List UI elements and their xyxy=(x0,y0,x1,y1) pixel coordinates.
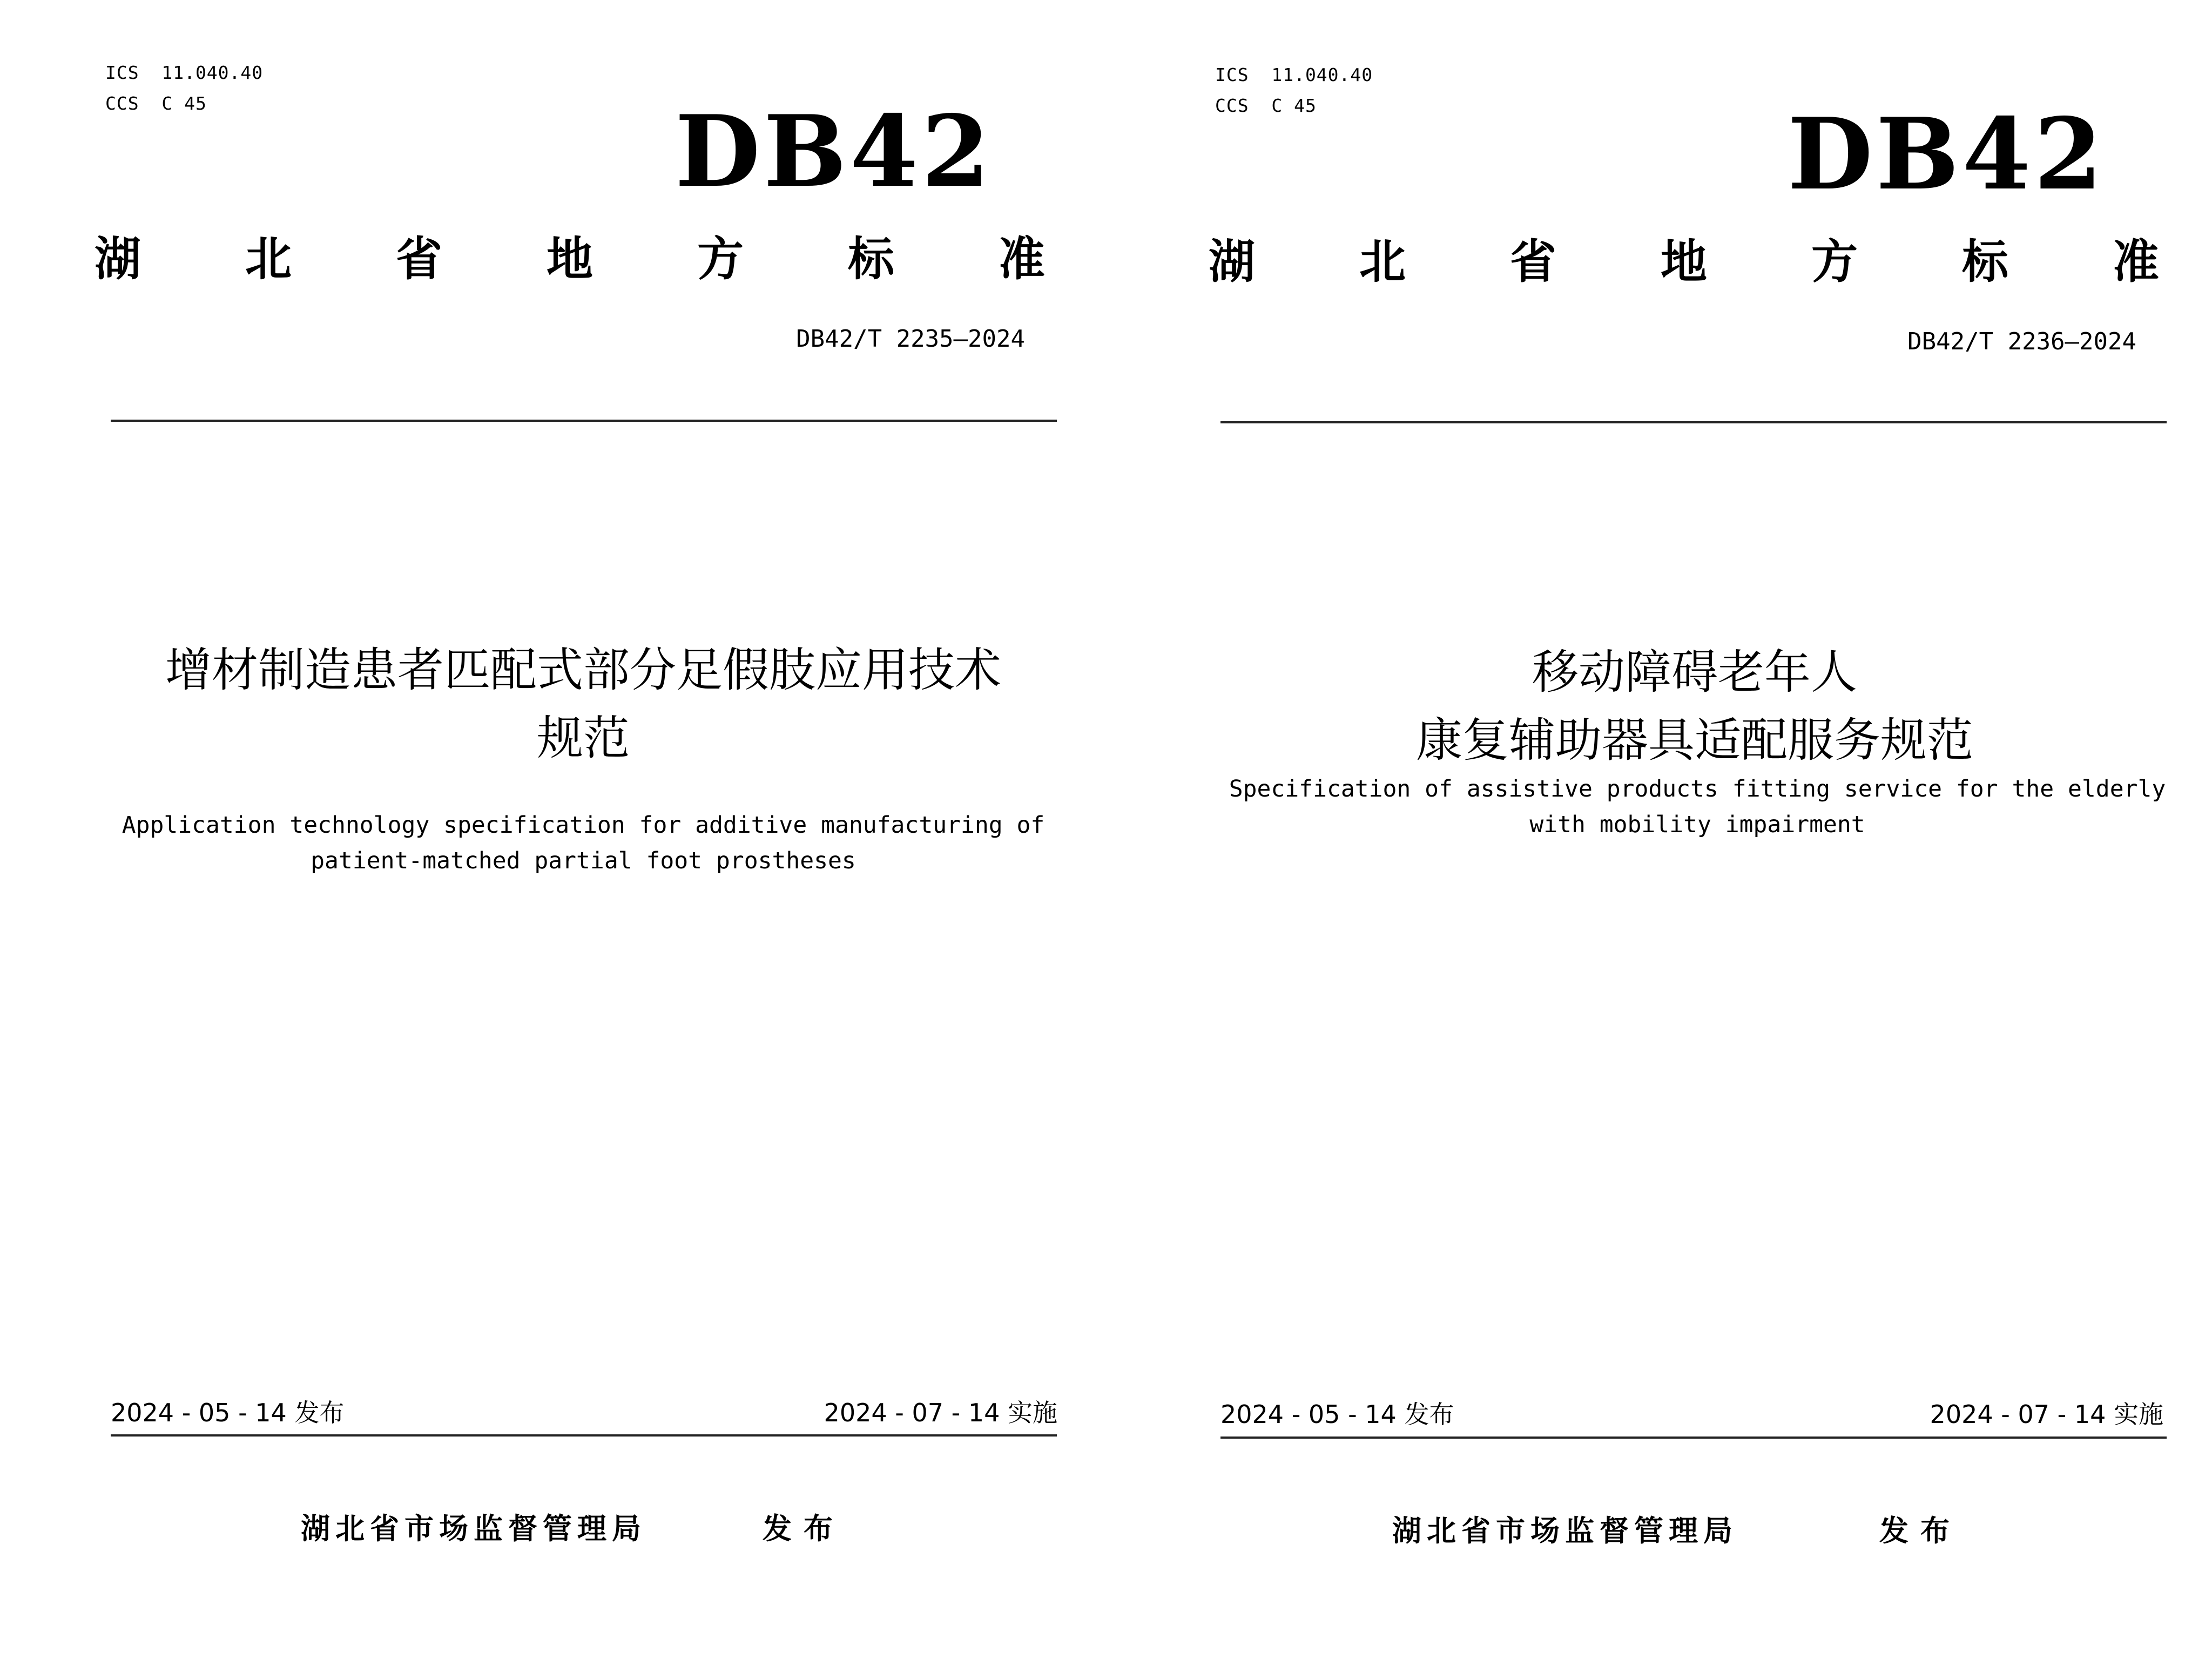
standard-type-char: 方 xyxy=(1811,235,1858,289)
title-chinese-line: 规范 xyxy=(537,711,630,765)
classification-codes xyxy=(1215,59,1373,121)
ics-code: ICS 11.040.40 xyxy=(105,62,264,83)
issue-label: 发布 xyxy=(763,1512,845,1546)
standard-type-char: 准 xyxy=(2113,235,2159,289)
publish-date: 2024 - 05 - 14 发布 xyxy=(1220,1400,1454,1429)
standard-code: DB42/T 2235—2024 xyxy=(796,325,1025,353)
standard-type-char: 标 xyxy=(848,232,894,286)
title-chinese xyxy=(1192,638,2197,774)
ccs-code: CCS C 45 xyxy=(1215,95,1317,116)
standard-type-heading xyxy=(1209,230,2159,294)
standard-type-char: 地 xyxy=(547,232,593,286)
header-divider xyxy=(111,420,1057,422)
title-english-line: patient-matched partial foot prostheses xyxy=(311,847,856,874)
header-divider xyxy=(1220,421,2167,423)
implement-date: 2024 - 07 - 14 实施 xyxy=(824,1398,1057,1427)
standard-type-char: 北 xyxy=(1359,235,1406,289)
footer-divider xyxy=(1220,1437,2167,1439)
implement-date: 2024 - 07 - 14 实施 xyxy=(1930,1400,2163,1429)
standard-type-char: 湖 xyxy=(95,232,141,286)
title-english-line: Application technology specification for additive manufacturing of xyxy=(122,812,1045,839)
standard-type-char: 省 xyxy=(1510,235,1556,289)
classification-codes xyxy=(105,57,263,119)
title-english-line: Specification of assistive products fitting service for the elderly xyxy=(1229,775,2166,802)
standard-type-char: 湖 xyxy=(1209,235,1255,289)
standard-type-char: 方 xyxy=(697,232,744,286)
title-english xyxy=(81,807,1085,879)
standard-cover-db42-t-2236 xyxy=(1106,0,2212,1659)
db42-logo: DB42 xyxy=(1788,96,2106,212)
title-chinese-line: 增材制造患者匹配式部分足假肢应用技术 xyxy=(165,643,1001,697)
standard-type-char: 准 xyxy=(999,232,1045,286)
issuing-authority: 湖北省市场监督管理局 xyxy=(301,1512,646,1546)
issuing-authority: 湖北省市场监督管理局 xyxy=(1392,1514,1738,1548)
ccs-code: CCS C 45 xyxy=(105,93,207,114)
title-chinese-line: 移动障碍老年人 xyxy=(1532,645,1857,699)
standard-type-char: 省 xyxy=(396,232,442,286)
title-chinese xyxy=(81,636,1085,772)
standard-type-char: 北 xyxy=(245,232,292,286)
standard-code: DB42/T 2236—2024 xyxy=(1907,328,2136,355)
standard-type-char: 地 xyxy=(1661,235,1707,289)
standard-type-heading xyxy=(95,227,1045,292)
ics-code: ICS 11.040.40 xyxy=(1215,64,1373,85)
db42-logo: DB42 xyxy=(675,93,993,209)
title-english-line: with mobility impairment xyxy=(1529,811,1865,838)
title-chinese-line: 康复辅助器具适配服务规范 xyxy=(1416,713,1973,767)
issue-label: 发布 xyxy=(1879,1514,1961,1548)
footer-divider xyxy=(111,1434,1057,1437)
title-english xyxy=(1195,771,2200,842)
publish-date: 2024 - 05 - 14 发布 xyxy=(111,1398,345,1427)
standard-type-char: 标 xyxy=(1962,235,2008,289)
